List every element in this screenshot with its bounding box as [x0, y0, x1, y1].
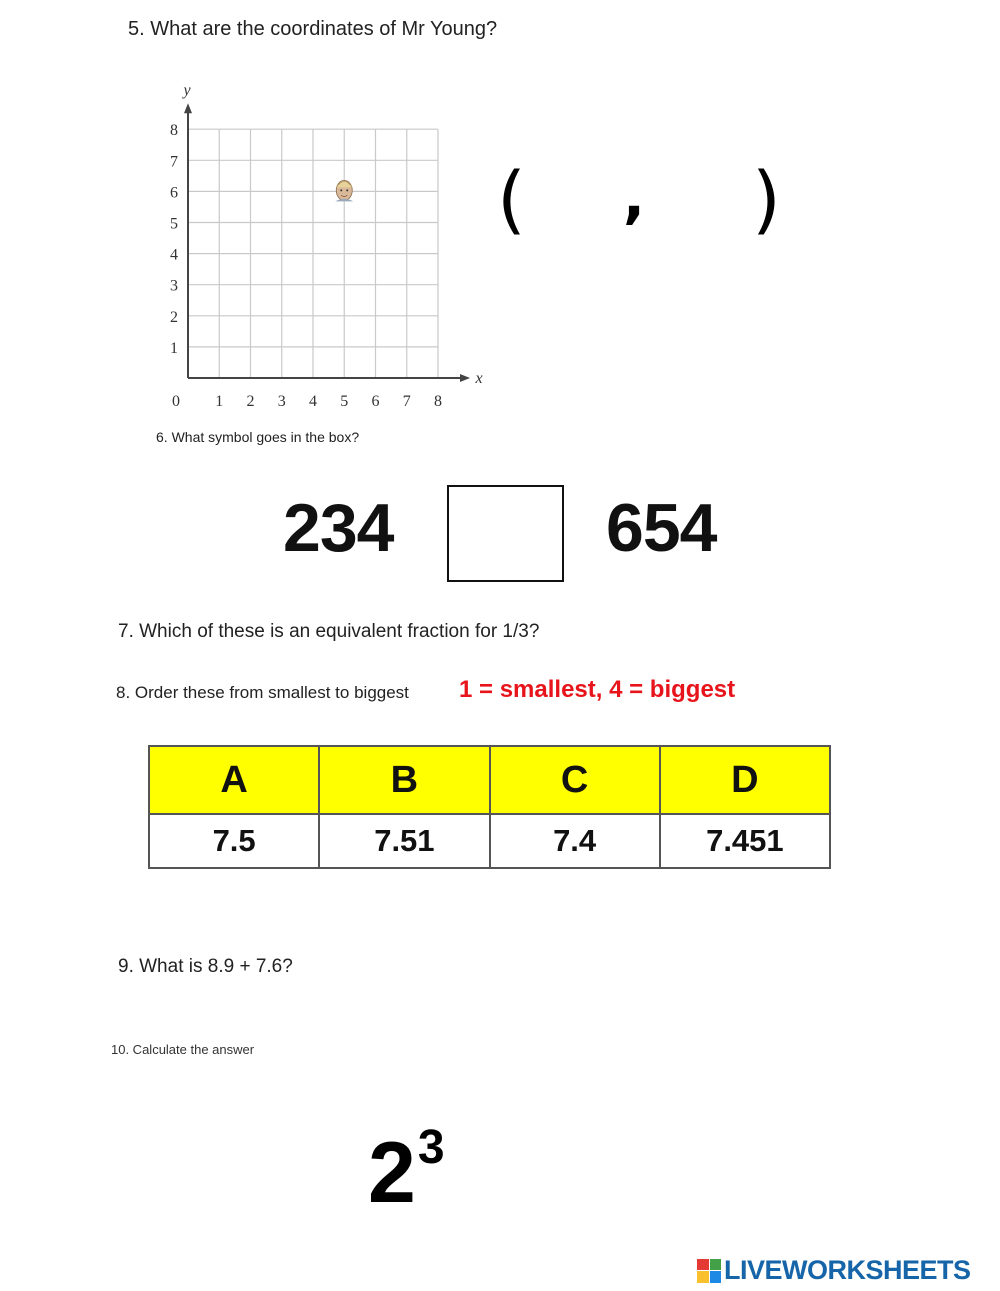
coordinate-close-paren: ) — [752, 157, 781, 243]
x-tick-label: 3 — [277, 393, 286, 410]
header-cell-b: B — [319, 746, 489, 814]
liveworksheets-logo-icon — [697, 1259, 721, 1283]
value-cell-a: 7.5 — [149, 814, 319, 868]
question-6: 6. What symbol goes in the box? — [156, 429, 360, 445]
header-cell-a: A — [149, 746, 319, 814]
x-tick-label: 1 — [215, 393, 224, 410]
x-tick-label: 8 — [434, 393, 442, 410]
compare-left-number: 234 — [283, 490, 394, 566]
face-eye-left — [340, 189, 342, 191]
y-axis-label: y — [183, 82, 191, 100]
x-tick-label: 5 — [340, 393, 349, 410]
face-shoulders — [335, 199, 353, 202]
y-tick-label: 7 — [170, 153, 178, 171]
x-tick-label: 6 — [371, 393, 380, 410]
y-tick-label: 6 — [170, 184, 178, 202]
question-9: 9. What is 8.9 + 7.6? — [118, 956, 293, 977]
question-10: 10. Calculate the answer — [111, 1042, 255, 1057]
question-8: 8. Order these from smallest to biggest — [116, 683, 409, 702]
y-axis-arrow — [184, 103, 192, 113]
order-table — [148, 745, 831, 869]
order-table-header-row — [149, 746, 830, 814]
power-base: 2 — [368, 1125, 416, 1221]
x-tick-label: 4 — [309, 393, 317, 410]
y-tick-label: 3 — [170, 277, 178, 295]
power-exponent: 3 — [417, 1121, 445, 1174]
axes — [184, 103, 470, 382]
header-cell-c: C — [490, 746, 660, 814]
coordinate-open-paren: ( — [497, 157, 526, 243]
question-5: 5. What are the coordinates of Mr Young? — [128, 18, 498, 40]
tick-labels — [170, 82, 483, 410]
order-instruction-note: 1 = smallest, 4 = biggest — [459, 676, 736, 703]
header-cell-d: D — [660, 746, 830, 814]
brand-name: LIVEWORKSHEETS — [724, 1255, 971, 1285]
value-cell-c: 7.4 — [490, 814, 660, 868]
face-hair — [336, 181, 352, 187]
coordinate-grid — [150, 75, 500, 420]
y-tick-label: 4 — [170, 246, 178, 264]
question-7: 7. Which of these is an equivalent fraction for 1/3? — [118, 621, 540, 642]
x-axis-label: x — [475, 370, 483, 387]
power-expression — [368, 1121, 445, 1221]
person-face-icon — [335, 180, 353, 201]
compare-right-number: 654 — [606, 490, 717, 566]
y-tick-label: 1 — [170, 339, 178, 357]
y-tick-label: 8 — [170, 122, 178, 140]
x-axis-arrow — [460, 374, 470, 382]
plotted-points — [335, 180, 353, 201]
value-cell-d: 7.451 — [660, 814, 830, 868]
y-tick-label: 5 — [170, 215, 178, 233]
brand-footer — [697, 1255, 971, 1286]
symbol-answer-box[interactable] — [447, 485, 564, 582]
grid-lines — [188, 129, 438, 378]
face-eye-right — [346, 189, 348, 191]
order-table-value-row — [149, 814, 830, 868]
x-tick-label: 2 — [246, 393, 255, 410]
coordinate-comma: , — [623, 163, 646, 231]
y-tick-label: 2 — [170, 308, 178, 326]
x-tick-label: 7 — [402, 393, 411, 410]
x-tick-label: 0 — [172, 393, 180, 410]
value-cell-b: 7.51 — [319, 814, 489, 868]
